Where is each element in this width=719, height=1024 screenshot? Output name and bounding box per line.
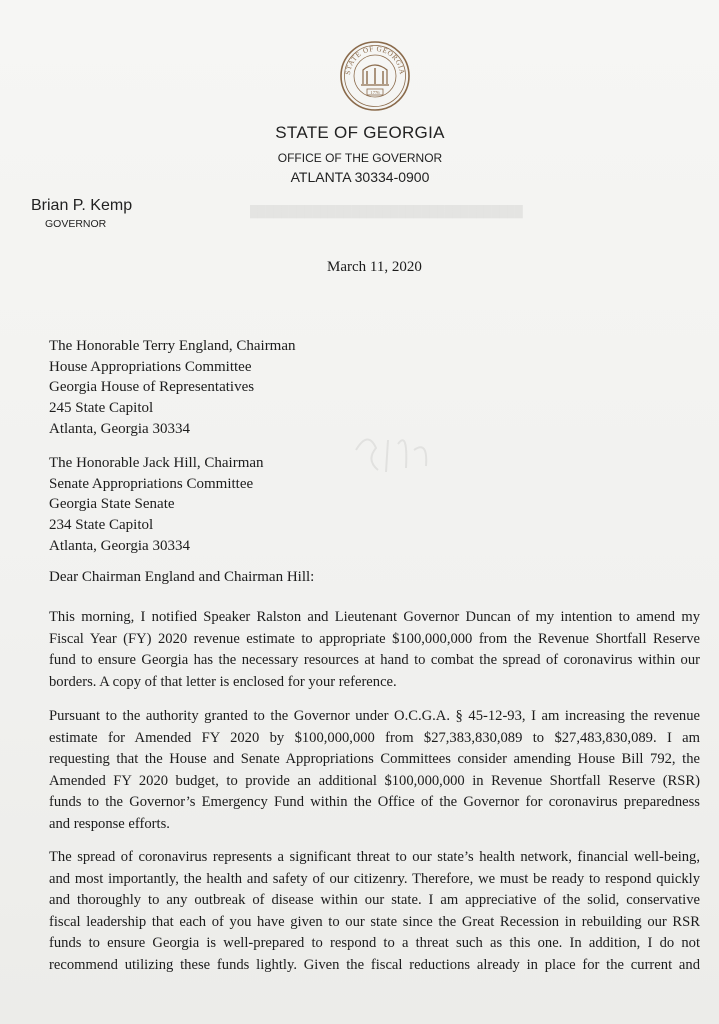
paragraph-line: recommend utilizing these funds lightly. Given the fiscal reductions already in place for the current and: [49, 956, 700, 973]
address-line: The Honorable Jack Hill, Chairman: [49, 455, 264, 471]
address-line: 245 State Capitol: [49, 400, 154, 417]
address-line: Atlanta, Georgia 30334: [49, 420, 190, 437]
seal-year: 1776: [370, 90, 380, 95]
recipient-address-2: [49, 453, 264, 557]
paragraph-line: funds to ensure Georgia is well-prepared to respond to a threat such as this one. In addition, I do not: [49, 935, 700, 952]
state-seal-icon: [339, 40, 411, 112]
paragraph-line: The spread of coronavirus represents a significant threat to our state’s health network, financial well-being,: [49, 849, 700, 865]
letter-date: March 11, 2020: [327, 259, 422, 275]
salutation: Dear Chairman England and Chairman Hill:: [49, 569, 315, 585]
sender-name: Brian P. Kemp: [31, 197, 133, 214]
body-paragraph-2: [49, 706, 700, 836]
paragraph-line: requesting that the House and Senate Appropriations Committees consider amending House Bill 792, the: [49, 751, 700, 768]
address-line: Georgia House of Representatives: [49, 379, 255, 396]
address-line: Atlanta, Georgia 30334: [49, 537, 190, 554]
paragraph-line: Amended FY 2020 budget, to provide an additional $100,000,000 in Revenue Shortfall Reserve (RSR): [49, 772, 700, 789]
paragraph-line: fund to ensure Georgia has the necessary resources at hand to combat the spread of coronavirus within our: [49, 652, 700, 669]
address-line: The Honorable Terry England, Chairman: [49, 338, 296, 354]
paragraph-line: and most importantly, the health and safety of our citizenry. Therefore, we must be ready to respond quickly: [49, 870, 700, 887]
address-line: Georgia State Senate: [49, 496, 175, 513]
paragraph-line: Fiscal Year (FY) 2020 revenue estimate to appropriate $100,000,000 from the Revenue Shortfall Reserve: [49, 630, 700, 647]
letterhead-state: STATE OF GEORGIA: [275, 123, 445, 142]
recipient-address-1: [49, 336, 296, 440]
paragraph-line: borders. A copy of that letter is enclosed for your reference.: [49, 673, 397, 690]
paragraph-line: fiscal leadership that each of you have given to our state since the Great Recession in rebuilding our RSR: [49, 913, 700, 930]
body-paragraph-3: [49, 847, 700, 977]
letterhead-office: OFFICE OF THE GOVERNOR: [277, 151, 443, 165]
address-line: House Appropriations Committee: [49, 358, 252, 375]
paragraph-line: and thoroughly to any outbreak of disease within our state. I am appreciative of the solid, conservative: [49, 892, 700, 909]
paragraph-line: funds to the Governor’s Emergency Fund within the Office of the Governor for coronavirus preparedness: [49, 794, 700, 811]
body-paragraph-1: [49, 607, 700, 693]
paragraph-line: This morning, I notified Speaker Ralston and Lieutenant Governor Duncan of my intention to amend my: [49, 609, 700, 625]
paragraph-line: and response efforts.: [49, 815, 170, 832]
seal-text: STATE OF GEORGIA: [343, 44, 407, 76]
sender-title: GOVERNOR: [45, 218, 107, 230]
letter-page: STATE OF GEORGIA 1776 STATE OF GEORGIA OFFICE OF THE GOVERNOR ATLANTA 30334-0900 Brian P. Kemp GOVERNOR ███████████████████████████████████ March 11, 2020 The Honorable Terry England, Chairman House Appropriations Committee Georgia House of Representatives 245 State Capitol Atlanta, Georgia 30334 The Honorable Jack Hill, Chairman Senate Appropriations Committee Georgia State Senate 234 State Capitol Atlanta, Georgia 30334 Dear Chairman England and Chairman Hill: This morning, I notified Speaker Ralston and Lieutenant Governor Duncan of my intention to amend my Fiscal Year (FY) 2020 revenue estimate to appropriate $100,000,000 from the Revenue Shortfall Reserve fund to ensure Georgia has the necessary resources at hand to combat the spread of coronavirus within our borders. A copy of that letter is enclosed for your reference. Pursuant to the authority granted to the Governor under O.C.G.A. § 45-12-93, I am increasing the revenue estimate for Amended FY 2020 by $100,000,000 from $27,383,830,089 to $27,483,830,089. I am requesting that the House and Senate Appropriations Committees consider amending House Bill 792, the Amended FY 2020 budget, to provide an additional $100,000,000 in Revenue Shortfall Reserve (RSR) funds to the Governor’s Emergency Fund within the Office of the Governor for coronavirus preparedness and response efforts. The spread of coronavirus represents a significant threat to our state’s health network, financial well-being, and most importantly, the health and safety of our citizenry. Therefore, we must be ready to respond quickly and thoroughly to any outbreak of disease within our state. I am appreciative of the solid, conservative fiscal leadership that each of you have given to our state since the Great Recession in rebuilding our RSR funds to ensure Georgia is well-prepared to respond to a threat such as this one. In addition, I do not recommend utilizing these funds lightly. Given the fiscal reductions already in place for the current and: [0, 0, 719, 1024]
paragraph-line: Pursuant to the authority granted to the Governor under O.C.G.A. § 45-12-93, I am increasing the revenue: [49, 708, 700, 724]
address-line: Senate Appropriations Committee: [49, 475, 254, 492]
paragraph-line: estimate for Amended FY 2020 by $100,000,000 from $27,383,830,089 to $27,483,830,089. I am: [49, 729, 700, 746]
address-line: 234 State Capitol: [49, 517, 154, 534]
letterhead-city: ATLANTA 30334-0900: [290, 169, 430, 185]
